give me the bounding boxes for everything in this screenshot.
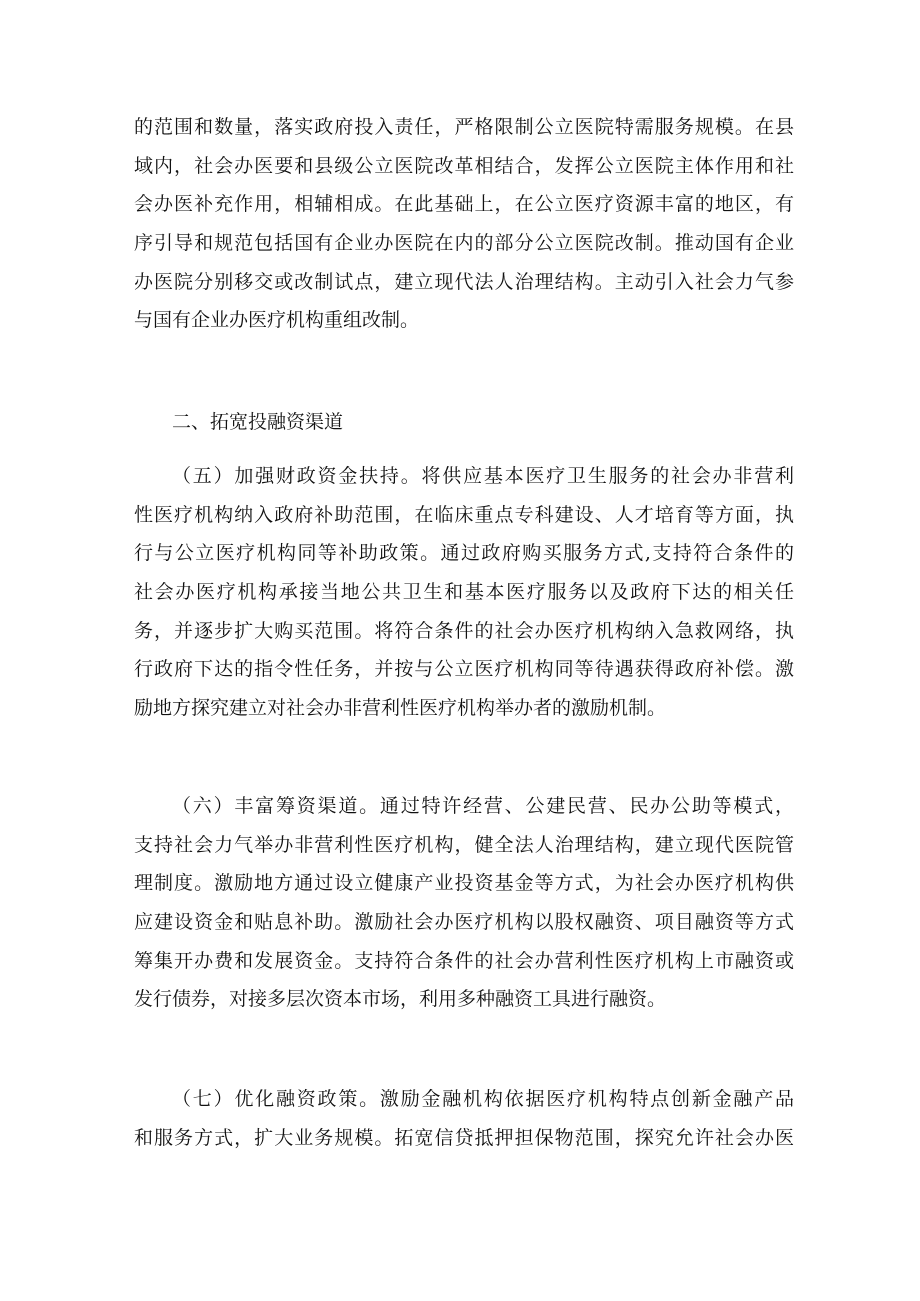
paragraph-line: 务，并逐步扩大购买范围。将符合条件的社会办医疗机构纳入急救网络，执 [134,619,794,642]
section-heading: 二、拓宽投融资渠道 [172,411,344,433]
paragraph-line: 性医疗机构纳入政府补助范围，在临床重点专科建设、人才培育等方面，执 [134,503,794,526]
paragraph-line: 序引导和规范包括国有企业办医院在内的部分公立医院改制。推动国有企业 [134,232,794,255]
paragraph-line: 发行债券，对接多层次资本市场，利用多种融资工具进行融资。 [134,988,667,1011]
paragraph-line: 理制度。激励地方通过设立健康产业投资基金等方式，为社会办医疗机构供 [134,872,794,895]
paragraph-line: 支持社会力气举办非营利性医疗机构，健全法人治理结构，建立现代医院管 [134,833,794,856]
paragraph-line: 行政府下达的指令性任务，并按与公立医疗机构同等待遇获得政府补偿。激 [134,658,794,681]
paragraph-line: 社会办医疗机构承接当地公共卫生和基本医疗服务以及政府下达的相关任 [134,581,794,604]
paragraph-continuation [134,108,794,340]
paragraph-line: 的范围和数量，落实政府投入责任，严格限制公立医院特需服务规模。在县 [134,116,794,138]
paragraph-line: 域内，社会办医要和县级公立医院改革相结合，发挥公立医院主体作用和社 [134,154,794,177]
paragraph-line: （五）加强财政资金扶持。将供应基本医疗卫生服务的社会办非营利 [172,465,794,487]
paragraph-financing-policy [134,1080,794,1157]
paragraph-line: 行与公立医疗机构同等补助政策。通过政府购买服务方式,支持符合条件的 [134,542,794,565]
paragraph-line: （六）丰富筹资渠道。通过特许经营、公建民营、民办公助等模式， [172,795,794,817]
paragraph-line: 应建设资金和贴息补助。激励社会办医疗机构以股权融资、项目融资等方式 [134,911,794,934]
paragraph-line: 和服务方式，扩大业务规模。拓宽信贷抵押担保物范围，探究允许社会办医 [134,1126,794,1149]
paragraph-line: 励地方探究建立对社会办非营利性医疗机构举办者的激励机制。 [134,697,667,720]
paragraph-funding-channels [134,787,794,1019]
paragraph-line: 与国有企业办医疗机构重组改制。 [134,309,420,332]
paragraph-line: 办医院分别移交或改制试点，建立现代法人治理结构。主动引入社会力气参 [134,270,794,293]
paragraph-line: 会办医补充作用，相辅相成。在此基础上，在公立医疗资源丰富的地区，有 [134,193,794,216]
paragraph-financial-support [134,457,794,728]
paragraph-line: 筹集开办费和发展资金。支持符合条件的社会办营利性医疗机构上市融资或 [134,949,794,972]
paragraph-line: （七）优化融资政策。激励金融机构依据医疗机构特点创新金融产品 [172,1088,794,1110]
